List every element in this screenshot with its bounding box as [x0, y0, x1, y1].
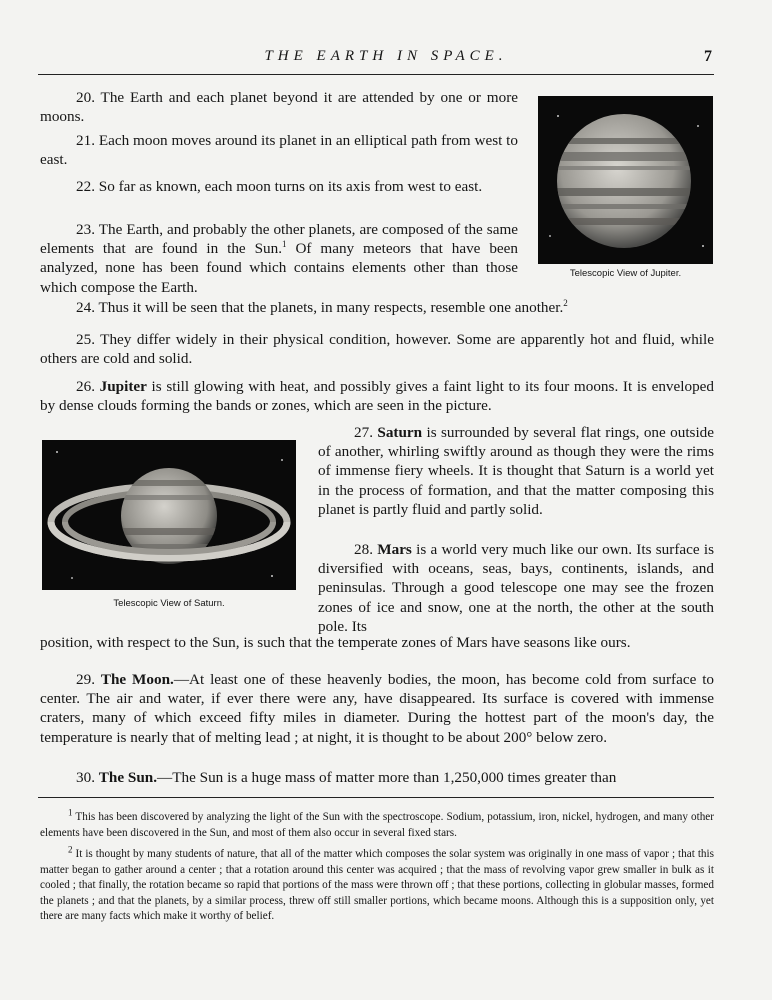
p23-text-a: 23. The Earth, and probably the other planets, are composed of the same elements that are found in the Sun.	[40, 221, 518, 258]
p29-number: 29.	[76, 671, 101, 688]
p25-text: 25. They differ widely in their physical condition, however. Some are apparently hot and fluid, while others are cold and solid.	[40, 331, 714, 368]
paragraph-28-continued	[40, 633, 714, 652]
paragraph-22	[40, 177, 518, 196]
footnote-1-mark: 1	[68, 807, 73, 818]
p23-text-b: Of many meteors that have been analyzed, none has been found which contains elements other than those which compose the Earth.	[40, 240, 518, 296]
paragraph-26	[40, 377, 714, 415]
footnote-2	[40, 844, 714, 925]
paragraph-29	[40, 670, 714, 747]
p27-text: is surrounded by several flat rings, one outside of another, whirling swiftly around as though they were the rims of immense fiery wheels. It is thought that Saturn is a world yet in the process of formation, and that the matter composing this planet is partly fluid and partly solid.	[318, 424, 714, 518]
p28-text-b: position, with respect to the Sun, is such that the temperate zones of Mars have seasons like ours.	[40, 634, 631, 651]
jupiter-figure	[538, 96, 713, 264]
p28-text-a: is a world very much like our own. Its surface is diversified with oceans, seas, bays, continents, islands, and peninsulas. Through a good telescope one may see the frozen zones of ice and snow, one at the north, the other at the south pole. Its	[318, 541, 715, 635]
page-header	[0, 48, 772, 70]
paragraph-23	[40, 220, 518, 297]
p30-text: —The Sun is a huge mass of matter more than 1,250,000 times greater than	[157, 769, 617, 786]
saturn-caption: Telescopic View of Saturn.	[113, 598, 225, 609]
p26-term: Jupiter	[99, 378, 147, 395]
paragraph-30	[40, 768, 714, 787]
footnote-ref-1: 1	[282, 239, 287, 250]
p26-number: 26.	[76, 378, 100, 395]
saturn-figure	[42, 440, 296, 590]
p26-text: is still glowing with heat, and possibly gives a faint light to its four moons. It is enveloped by dense clouds forming the bands or zones, which are seen in the picture.	[40, 378, 715, 415]
p28-number: 28.	[354, 541, 378, 558]
paragraph-21	[40, 131, 518, 169]
footnote-1-text: This has been discovered by analyzing the light of the Sun with the spectroscope. Sodium, potassium, iron, nickel, hydrogen, and many other elements have been discovered in the Sun, and most of them also occur in several fixed stars.	[40, 811, 714, 839]
p30-term: The Sun.	[98, 769, 158, 786]
footnote-2-mark: 2	[68, 844, 73, 855]
footnote-ref-2: 2	[563, 297, 568, 308]
p24-text: 24. Thus it will be seen that the planets, in many respects, resemble one another.	[76, 299, 564, 316]
p29-term: The Moon.	[100, 671, 174, 688]
footnote-1	[40, 807, 714, 841]
p27-number: 27.	[354, 424, 378, 441]
p21-text: 21. Each moon moves around its planet in an elliptical path from west to east.	[40, 132, 518, 169]
jupiter-illustration	[538, 96, 713, 264]
p20-text: 20. The Earth and each planet beyond it are attended by one or more moons.	[40, 89, 518, 126]
running-title: THE EARTH IN SPACE.	[264, 48, 508, 64]
header-rule	[38, 74, 714, 75]
p30-number: 30.	[76, 769, 99, 786]
footnote-rule	[38, 797, 714, 798]
p27-term: Saturn	[377, 424, 423, 441]
page-number: 7	[704, 48, 712, 65]
paragraph-27	[318, 423, 714, 519]
p29-text: —At least one of these heavenly bodies, the moon, has become cold from surface to center. The air and water, if ever there were any, have disappeared. Its surface is covered with immense craters, many of which exceed fifty miles in diameter. During the hottest part of the moon's day, the temperature is nearly that of melting lead ; at night, it is thought to be about 200° below zero.	[40, 671, 715, 746]
paragraph-25	[40, 330, 714, 368]
saturn-illustration	[42, 440, 296, 590]
p22-text: 22. So far as known, each moon turns on its axis from west to east.	[76, 178, 483, 195]
jupiter-caption: Telescopic View of Jupiter.	[569, 268, 682, 279]
paragraph-24	[40, 298, 714, 317]
footnote-2-text: It is thought by many students of nature, that all of the matter which composes the solar system was originally in one mass of vapor ; that this matter began to gather around a center ; that a rotation around this center was acquired ; that the mass of revolving vapor grew smaller in bulk as it cooled ; that finally, the rotation became so rapid that portions of the mass were thrown off ; that these portions, collecting in globular masses, formed the planets ; and that the planets, by a similar process, threw off still smaller portions, which became moons. Although this is a supposition only, yet there are many facts which make it worthy of belief.	[40, 848, 714, 923]
paragraph-28	[318, 540, 714, 636]
p28-term: Mars	[377, 541, 412, 558]
paragraph-20	[40, 88, 518, 126]
